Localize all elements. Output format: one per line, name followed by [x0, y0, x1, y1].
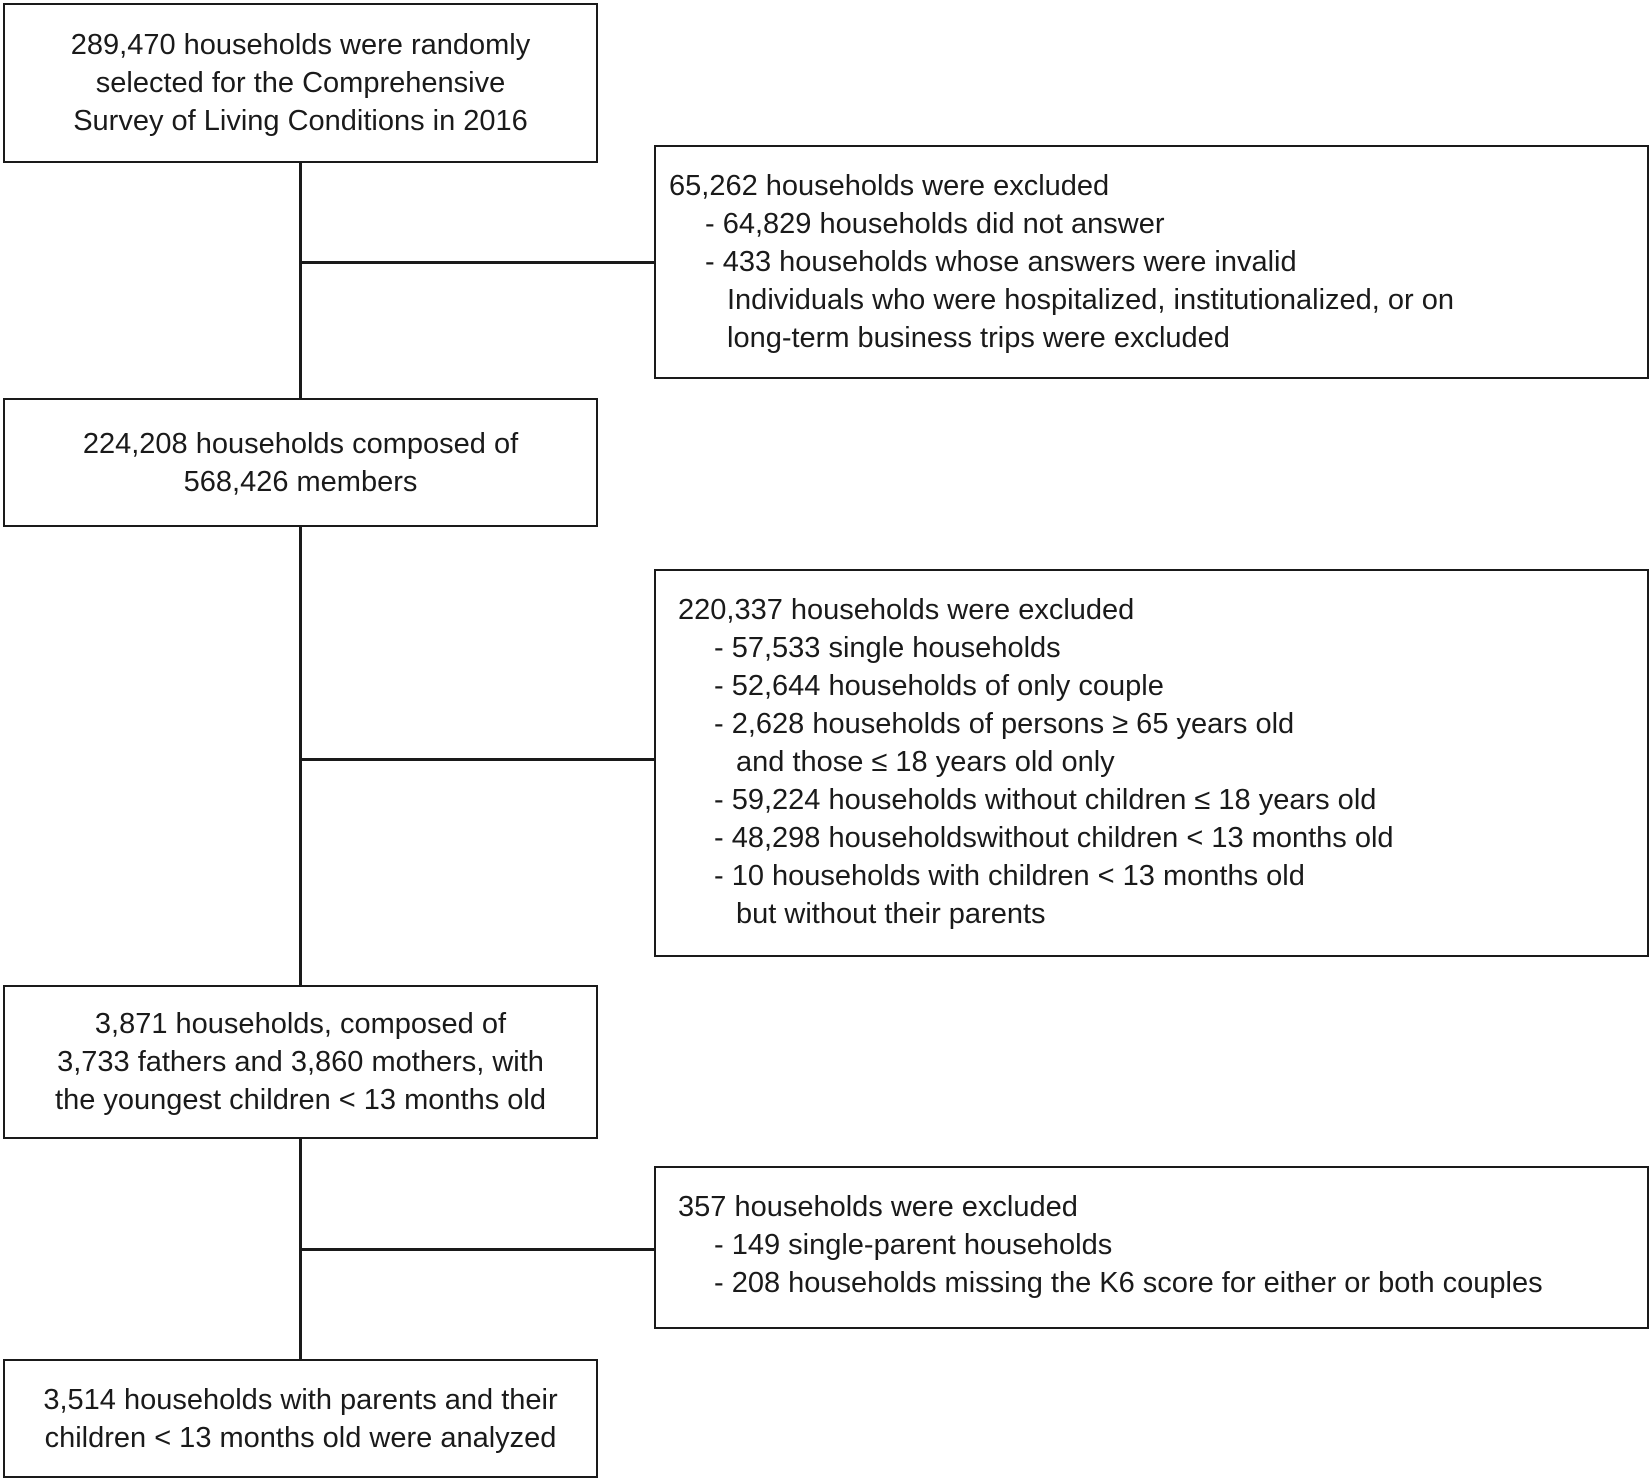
exclusion-item: - 48,298 householdswithout children < 13 months old	[714, 822, 1394, 854]
exclusion-item: - 2,628 households of persons ≥ 65 years old	[714, 708, 1295, 740]
exclusion-item-continuation: and those ≤ 18 years old only	[736, 746, 1115, 778]
exclusion-box-single-parent-missing	[654, 1166, 1649, 1329]
exclusion-item: - 149 single-parent households	[714, 1229, 1113, 1261]
step-box-analyzed-sample	[3, 1359, 598, 1478]
exclusion-item: - 433 households whose answers were invalid	[705, 246, 1297, 278]
step-box-initial-sample	[3, 3, 598, 163]
step-box-line: 3,733 fathers and 3,860 mothers, with	[57, 1046, 544, 1078]
exclusion-box-household-type	[654, 569, 1649, 957]
exclusion-note: Individuals who were hospitalized, institutionalized, or on	[727, 284, 1455, 316]
step-box-eligible-households	[3, 985, 598, 1139]
exclusion-box-nonresponse	[654, 145, 1649, 379]
exclusion-connector-1	[300, 261, 655, 264]
step-box-line: 224,208 households composed of	[82, 427, 519, 460]
exclusion-item: - 52,644 households of only couple	[714, 670, 1164, 702]
step-box-line: the youngest children < 13 months old	[55, 1084, 546, 1116]
step-box-line: 3,871 households, composed of	[94, 1008, 507, 1040]
exclusion-note: long-term business trips were excluded	[727, 322, 1230, 354]
step-box-line: selected for the Comprehensive	[95, 67, 506, 99]
step-box-line: 289,470 households were randomly	[70, 29, 531, 61]
step-box-line: 3,514 households with parents and their	[43, 1383, 558, 1416]
exclusion-item-continuation: but without their parents	[736, 898, 1046, 930]
exclusion-heading: 220,337 households were excluded	[678, 594, 1135, 626]
exclusion-connector-3	[300, 1248, 655, 1251]
exclusion-heading: 65,262 households were excluded	[669, 170, 1110, 202]
exclusion-item: - 59,224 households without children ≤ 18 years old	[714, 784, 1377, 816]
exclusion-item: - 10 households with children < 13 months old	[714, 860, 1305, 892]
step-box-line: 568,426 members	[183, 465, 418, 498]
flow-connector-main-2	[299, 526, 302, 986]
flow-connector-main-1	[299, 162, 302, 400]
exclusion-heading: 357 households were excluded	[678, 1191, 1078, 1223]
exclusion-connector-2	[300, 758, 655, 761]
step-box-line: Survey of Living Conditions in 2016	[73, 105, 528, 137]
exclusion-item: - 64,829 households did not answer	[705, 208, 1165, 240]
exclusion-item: - 208 households missing the K6 score for either or both couples	[714, 1267, 1543, 1299]
step-box-respondents	[3, 398, 598, 527]
step-box-line: children < 13 months old were analyzed	[44, 1421, 557, 1454]
exclusion-item: - 57,533 single households	[714, 632, 1061, 664]
